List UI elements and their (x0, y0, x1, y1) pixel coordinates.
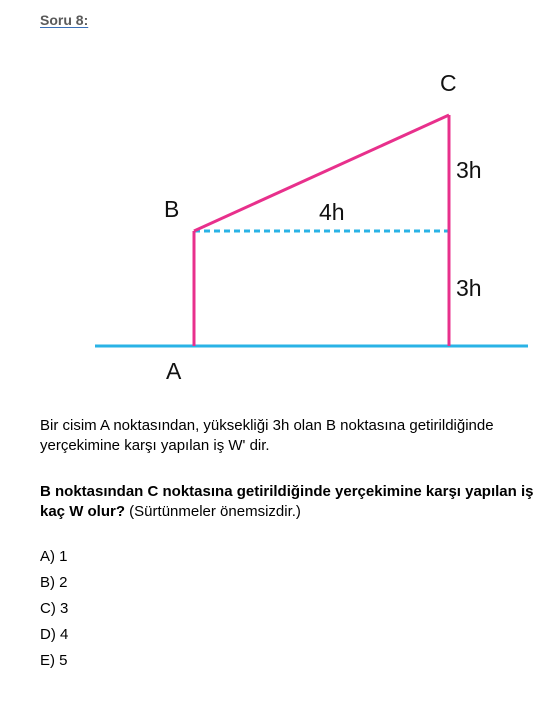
option-d[interactable]: D) 4 (40, 626, 69, 643)
option-a[interactable]: A) 1 (40, 548, 68, 565)
question-prompt-bold: B noktasından C noktasına getirildiğinde yerçekimine karşı yapılan iş kaç W olur? (40, 483, 534, 520)
upper-height-label: 3h (456, 157, 482, 183)
question-title: Soru 8: (40, 12, 89, 28)
option-b[interactable]: B) 2 (40, 574, 68, 591)
horizontal-distance-label: 4h (319, 199, 345, 225)
question-prompt (40, 482, 550, 522)
question-stem: Bir cisim A noktasından, yüksekliği 3h olan B noktasına getirildiğinde yerçekimine karşı yapılan iş W' dir. (40, 417, 494, 454)
point-c-label: C (440, 70, 457, 96)
point-b-label: B (164, 196, 180, 222)
question-prompt-note: (Sürtünmeler önemsizdir.) (125, 503, 301, 520)
answer-options (40, 547, 68, 677)
option-c[interactable]: C) 3 (40, 600, 69, 617)
lower-height-label: 3h (456, 275, 482, 301)
option-e[interactable]: E) 5 (40, 652, 68, 669)
point-a-label: A (166, 358, 182, 384)
